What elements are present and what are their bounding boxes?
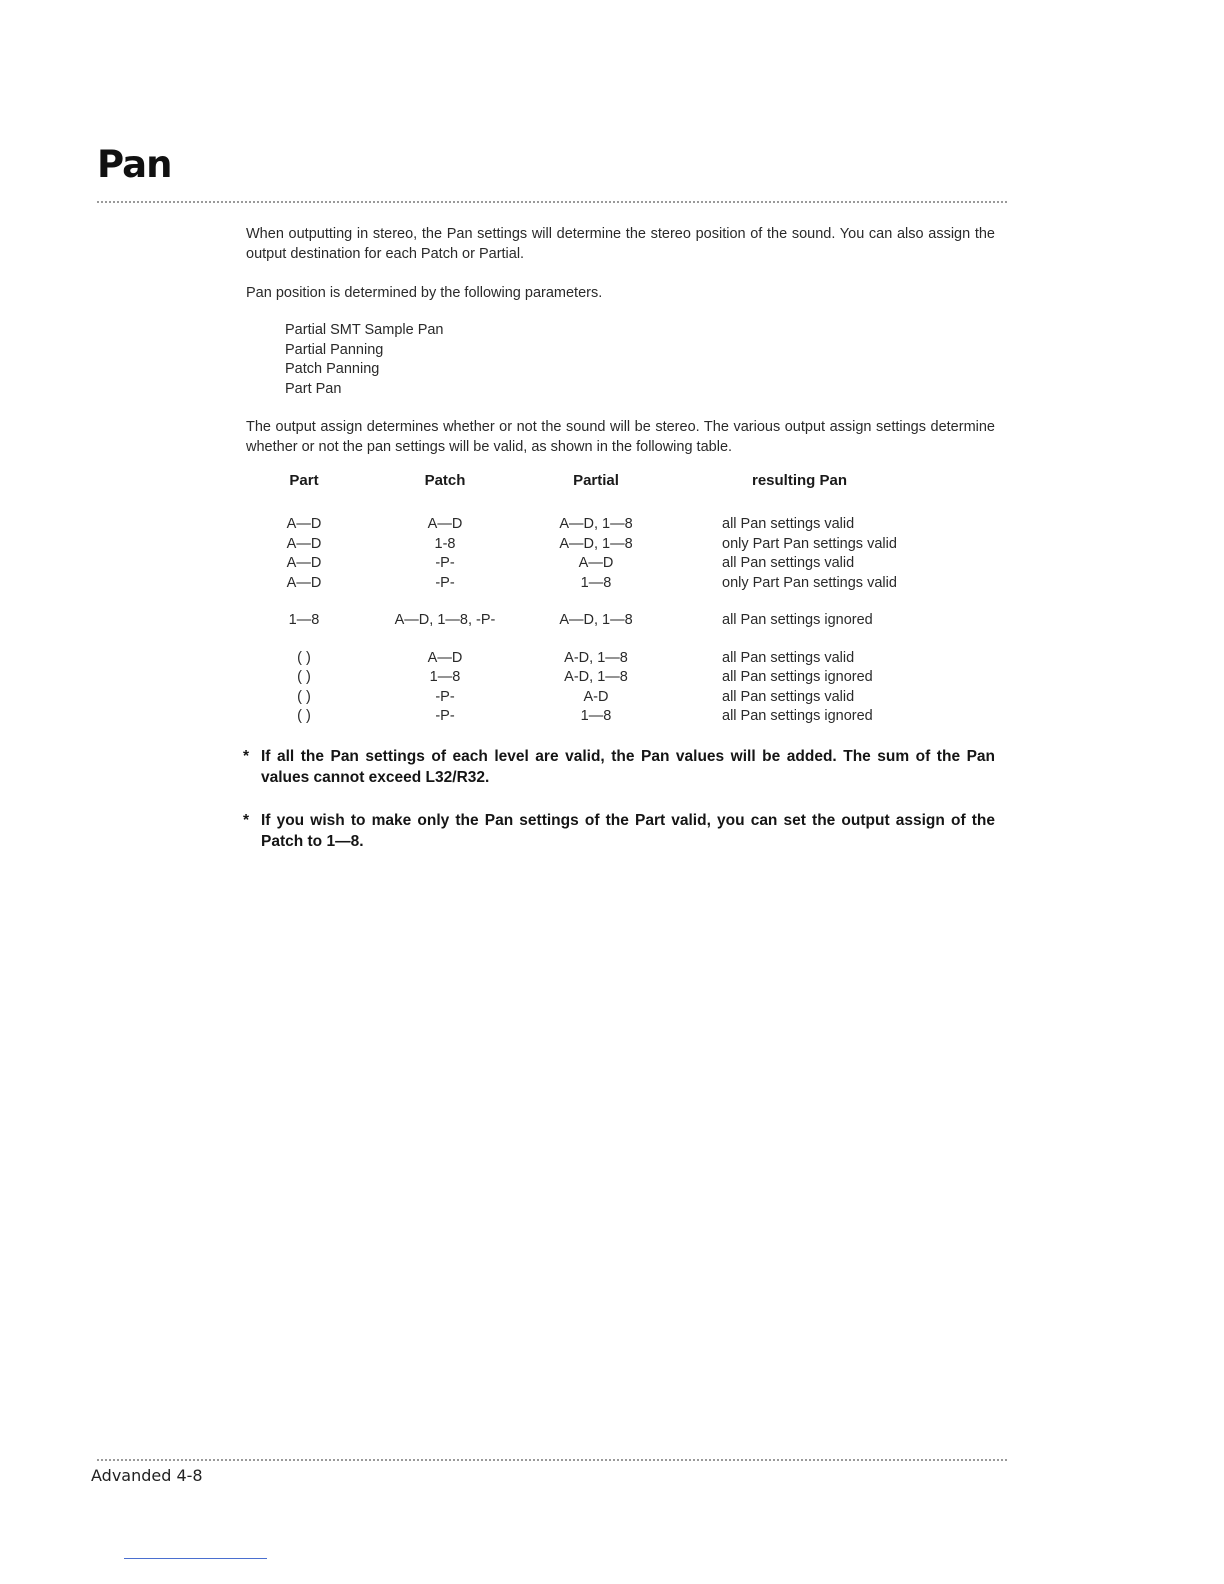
intro-paragraph: When outputting in stereo, the Pan settings will determine the stereo position of the sound. You can also assign the output destination for each Patch or Partial. [246, 226, 995, 262]
params-intro: Pan position is determined by the following parameters. [246, 285, 603, 301]
parameter-item: Part Pan [285, 380, 342, 397]
table-row: ( ) 1—8 A-D, 1—8 all Pan settings ignored [297, 669, 873, 685]
note-part-only: * If you wish to make only the Pan settings of the Part valid, you can set the output assign of the Patch to 1—8. [243, 812, 995, 850]
page-footer: Advanded 4-8 [91, 1466, 203, 1485]
scan-edge-line [124, 1558, 267, 1559]
table-row: A—D -P- A—D all Pan settings valid [286, 555, 855, 571]
parameter-item: Partial SMT Sample Pan [285, 322, 444, 338]
output-assign-paragraph: The output assign determines whether or not the sound will be stereo. The various output assign settings determine whether or not the pan settings will be valid, as shown in the following table. [246, 419, 995, 455]
parameter-item: Patch Panning [285, 361, 380, 377]
table-row: ( ) -P- 1—8 all Pan settings ignored [297, 708, 873, 724]
pan-table [246, 472, 1006, 728]
note-pan-sum: * If all the Pan settings of each level are valid, the Pan values will be added. The sum of the Pan values cannot exceed L32/R32. [243, 748, 995, 786]
table-header-row [246, 472, 1006, 496]
header-patch: Patch [424, 472, 466, 489]
asterisk-marker: * [243, 812, 250, 829]
parameter-item: Partial Panning [285, 341, 384, 358]
table-row: A—D A—D A—D, 1—8 all Pan settings valid [286, 516, 855, 532]
asterisk-marker: * [243, 748, 250, 765]
header-resulting-pan: resulting Pan [752, 472, 848, 489]
footer-divider [97, 1459, 1007, 1461]
table-row: ( ) -P- A-D all Pan settings valid [297, 688, 855, 705]
table-row: ( ) A—D A-D, 1—8 all Pan settings valid [297, 649, 855, 666]
header-divider [97, 201, 1007, 203]
table-row: A—D 1-8 A—D, 1—8 only Part Pan settings valid [286, 535, 897, 552]
table-row: 1—8 A—D, 1—8, -P- A—D, 1—8 all Pan settings ignored [288, 612, 873, 628]
parameter-list [285, 321, 444, 399]
header-part: Part [289, 472, 319, 489]
header-partial: Partial [573, 472, 619, 489]
table-row: A—D -P- 1—8 only Part Pan settings valid [286, 574, 897, 591]
page-title: Pan [97, 143, 172, 186]
